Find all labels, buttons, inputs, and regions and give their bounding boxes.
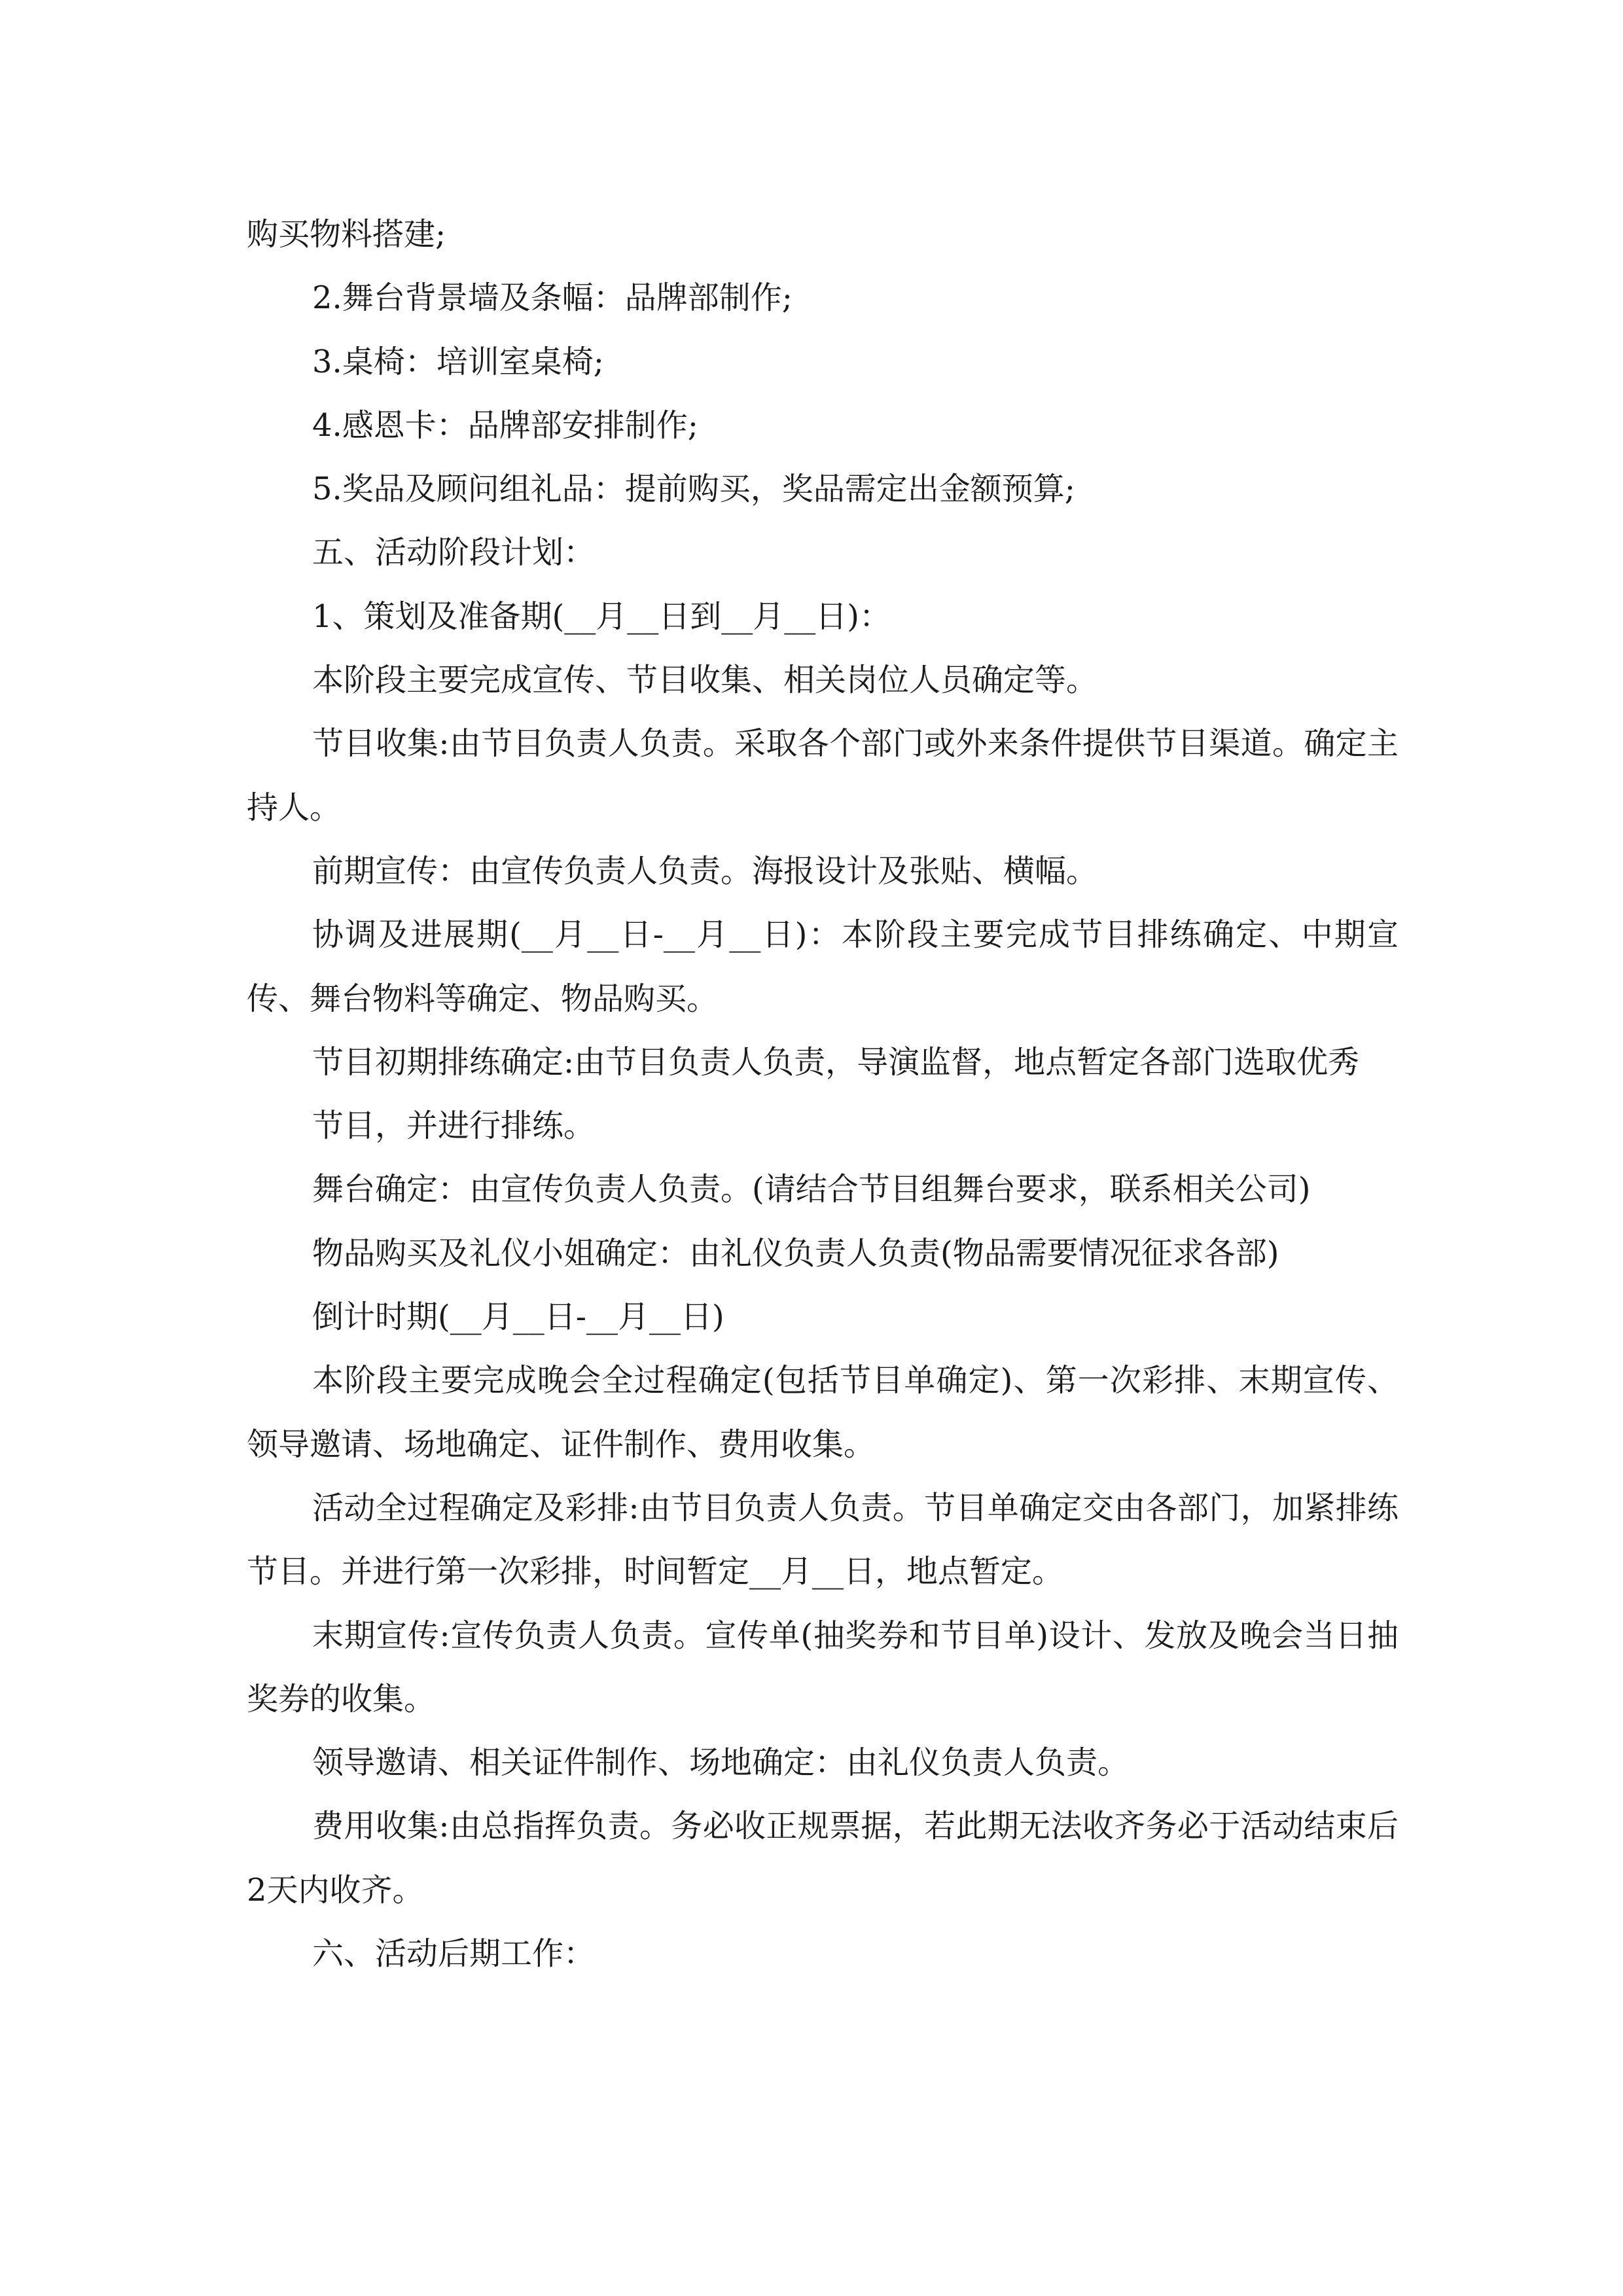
paragraph: 4.感恩卡：品牌部安排制作; xyxy=(312,406,698,444)
paragraph: 协调及进展期(__月__日-__月__日)：本阶段主要完成节目排练确定、中期宣传、舞台物料等确定、物品购买。 xyxy=(247,916,1399,1017)
paragraph: 节目收集:由节目负责人负责。采取各个部门或外来条件提供节目渠道。确定主持人。 xyxy=(247,725,1399,826)
paragraph: 3.桌椅：培训室桌椅; xyxy=(312,343,604,380)
paragraph: 前期宣传：由宣传负责人负责。海报设计及张贴、横幅。 xyxy=(312,852,1098,889)
paragraph: 活动全过程确定及彩排:由节目负责人负责。节目单确定交由各部门，加紧排练节目。并进行第一次彩排，时间暂定__月__日，地点暂定。 xyxy=(247,1489,1399,1590)
paragraph: 领导邀请、相关证件制作、场地确定：由礼仪负责人负责。 xyxy=(312,1744,1130,1782)
paragraph: 购买物料搭建; xyxy=(247,216,446,253)
paragraph: 节目，并进行排练。 xyxy=(312,1107,596,1145)
paragraph: 倒计时期(__月__日-__月__日) xyxy=(312,1299,724,1336)
paragraph: 2.舞台背景墙及条幅：品牌部制作; xyxy=(312,279,793,317)
paragraph: 物品购买及礼仪小姐确定：由礼仪负责人负责(物品需要情况征求各部) xyxy=(312,1234,1279,1272)
document-body xyxy=(247,203,1399,1986)
paragraph: 本阶段主要完成宣传、节目收集、相关岗位人员确定等。 xyxy=(312,662,1098,699)
paragraph: 5.奖品及顾问组礼品：提前购买，奖品需定出金额预算; xyxy=(312,471,1075,508)
paragraph: 本阶段主要完成晚会全过程确定(包括节目单确定)、第一次彩排、末期宣传、领导邀请、场地确定、证件制作、费用收集。 xyxy=(247,1362,1399,1463)
paragraph: 费用收集:由总指挥负责。务必收正规票据，若此期无法收齐务必于活动结束后2天内收齐。 xyxy=(247,1808,1399,1909)
subsection-heading: 1、策划及准备期(__月__日到__月__日)： xyxy=(312,598,891,635)
section-heading: 五、活动阶段计划： xyxy=(312,534,596,571)
paragraph: 节目初期排练确定:由节目负责人负责，导演监督，地点暂定各部门选取优秀 xyxy=(312,1043,1360,1081)
paragraph: 末期宣传:宣传负责人负责。宣传单(抽奖券和节目单)设计、发放及晚会当日抽奖券的收集。 xyxy=(247,1617,1399,1717)
section-heading: 六、活动后期工作： xyxy=(312,1935,596,1973)
paragraph: 舞台确定：由宣传负责人负责。(请结合节目组舞台要求，联系相关公司) xyxy=(312,1171,1311,1208)
